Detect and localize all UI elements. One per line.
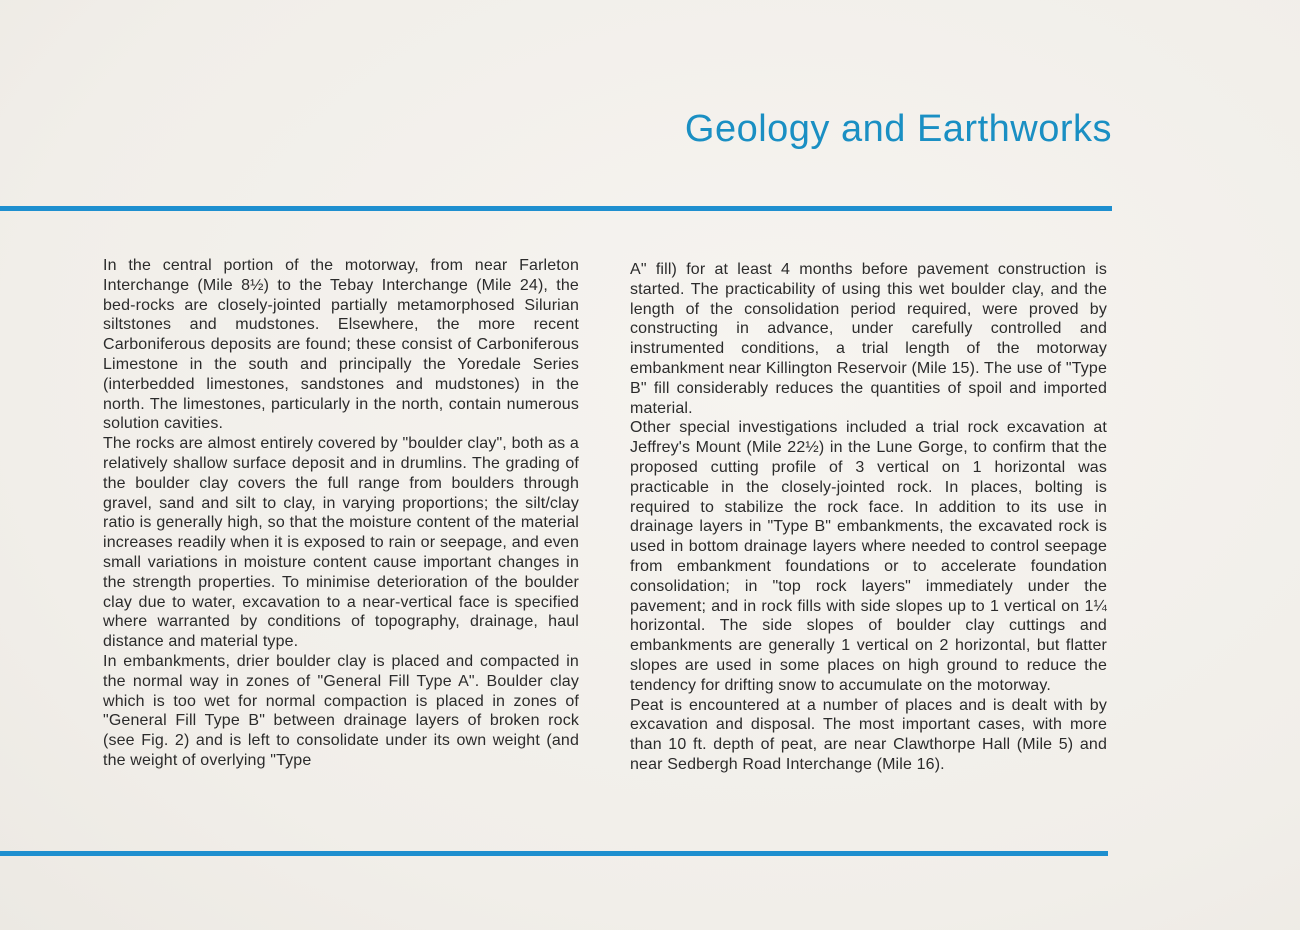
left-text-column — [103, 256, 579, 771]
right-text-column — [630, 260, 1107, 775]
body-paragraph: In the central portion of the motorway, from near Farleton Interchange (Mile 8½) to the Tebay Interchange (Mile 24), the bed-rocks are closely-jointed partially metamorphosed Silurian siltstones and mudstones. Elsewhere, the more recent Carboniferous deposits are found; these consist of Carboniferous Limestone in the south and principally the Yoredale Series (interbedded limestones, sandstones and mudstones) in the north. The limestones, particularly in the north, contain numerous solution cavities. — [103, 257, 579, 433]
page-title: Geology and Earthworks — [684, 108, 1112, 150]
bottom-divider — [0, 851, 1108, 856]
body-paragraph: Peat is encountered at a number of places and is dealt with by excavation and disposal. The most important cases, with more than 10 ft. depth of peat, are near Clawthorpe Hall (Mile 5) and near Sedbergh Road Interchange (Mile 16). — [630, 696, 1107, 773]
body-paragraph: In embankments, drier boulder clay is placed and compacted in the normal way in zones of "General Fill Type A". Boulder clay which is too wet for normal compaction is placed in zones of "General Fill Type B" between drainage layers of broken rock (see Fig. 2) and is left to consolidate under its own weight (and the weight of overlying "Type — [103, 652, 579, 769]
top-divider — [0, 206, 1112, 211]
body-paragraph: Other special investigations included a trial rock excavation at Jeffrey's Mount (Mile 22½) in the Lune Gorge, to confirm that the proposed cutting profile of 3 vertical on 1 horizontal was practicable in the closely-jointed rock. In places, bolting is required to stabilize the rock face. In addition to its use in drainage layers in "Type B" embankments, the excavated rock is used in bottom drainage layers where needed to control seepage from embankment foundations or to accelerate foundation consolidation; in "top rock layers" immediately under the pavement; and in rock fills with side slopes up to 1 vertical on 1¼ horizontal. The side slopes of boulder clay cuttings and embankments are generally 1 vertical on 2 horizontal, but flatter slopes are used in some places on high ground to reduce the tendency for drifting snow to accumulate on the motorway. — [630, 419, 1107, 694]
body-paragraph: A" fill) for at least 4 months before pavement construction is started. The practicability of using this wet boulder clay, and the length of the consolidation period required, were proved by constructing in advance, under carefully controlled and instrumented conditions, a trial length of the motorway embankment near Killington Reservoir (Mile 15). The use of "Type B" fill considerably reduces the quantities of spoil and imported material. — [630, 261, 1107, 417]
body-paragraph: The rocks are almost entirely covered by "boulder clay", both as a relatively shallow surface deposit and in drumlins. The grading of the boulder clay covers the full range from boulders through gravel, sand and silt to clay, in varying proportions; the silt/clay ratio is generally high, so that the moisture content of the material increases readily when it is exposed to rain or seepage, and even small variations in moisture content cause important changes in the strength properties. To minimise deterioration of the boulder clay due to water, excavation to a near-vertical face is specified where warranted by conditions of topography, drainage, haul distance and material type. — [103, 435, 579, 651]
